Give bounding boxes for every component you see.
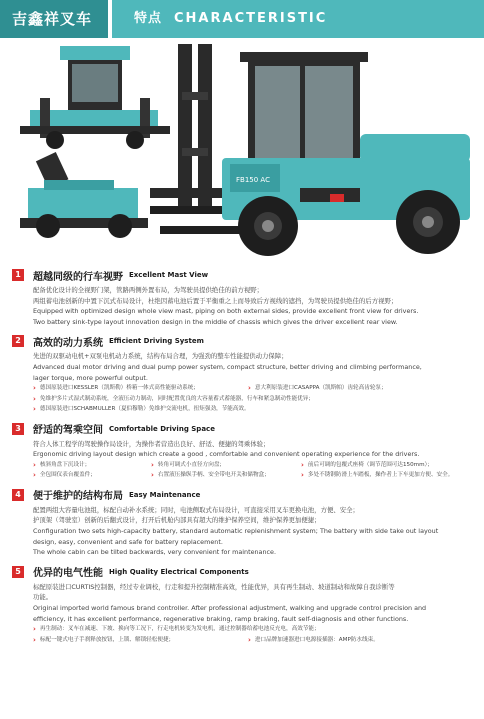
section-title-en: Efficient Driving System — [109, 337, 204, 346]
section-heading — [12, 334, 474, 348]
chevron-right-icon: › — [248, 635, 251, 644]
chevron-right-icon: › — [33, 635, 36, 644]
section-text-line: The whole cabin can be tilted backwards, very convenient for maintenance. — [33, 548, 276, 557]
section-text-line: 配置两组大容量电池组，标配自动补水系统；同时，电池侧取式布局设计，可直接采用叉车更换电池，方便、安全； — [33, 505, 359, 514]
chevron-right-icon: › — [33, 471, 36, 480]
section-text-line: 护顶架（驾驶室）创新的后翻式设计，打开后机舱内部具有超大的维护保养空间，维护保养更加便捷； — [33, 516, 321, 525]
section-text-line: Ergonomic driving layout design which create a good , comfortable and convenient operating experience for the drivers. — [33, 450, 420, 459]
title-cn: 特点 — [134, 11, 163, 26]
bullet-text: 多处不锈钢防滑上车踏板，操作者上下车更加方便、安全。 — [307, 472, 454, 479]
page-header — [0, 0, 484, 38]
bullet-list — [33, 624, 474, 645]
bullet-item — [33, 635, 248, 646]
title-en: CHARACTERISTIC — [174, 11, 328, 26]
chevron-right-icon: › — [33, 405, 36, 414]
chevron-right-icon: › — [33, 384, 36, 393]
chevron-right-icon: › — [301, 471, 304, 480]
section-body — [12, 439, 474, 481]
bullet-item — [33, 404, 474, 415]
section-text-line: 标配原装进口CURTIS控制器，经过专业调校，行走和提升控制精准高效，性能优异，具有再生制动、坡道制动和故障自我诊断等 — [33, 582, 395, 591]
chevron-right-icon: › — [33, 625, 36, 634]
section-number-badge: 1 — [12, 269, 24, 281]
bullet-item — [151, 470, 301, 481]
bullet-item — [33, 624, 474, 635]
feature-section-1 — [12, 268, 474, 327]
section-title-en: Excellent Mast View — [129, 271, 209, 279]
inset-forklift-tilted — [20, 152, 148, 238]
bullet-text: 德国原装进口SCHABMULLER（夏伯穆勒）免维护交流电机，扭矩强劲，节能高效。 — [39, 406, 250, 413]
bullet-text: 免维护多片式湿式制动系统，全液压动力制动，同时配置优良的大容量蓄式蓄能器，行车和紧急制动性能优异； — [39, 395, 314, 402]
bullet-list — [33, 383, 474, 415]
bullet-text: 进口品牌加速器进口电源接插器：AMP防水线束。 — [254, 636, 379, 643]
section-text-line: design, easy, convenient and safe for battery replacement. — [33, 537, 223, 546]
bullet-item — [248, 635, 463, 646]
forklift-photo — [0, 38, 484, 260]
section-body — [12, 505, 474, 558]
section-text-line: 符合人体工程学的驾驶操作局设计，为操作者营造出良好、舒适、便捷的驾乘体验； — [33, 439, 270, 448]
section-body — [12, 351, 474, 414]
section-title-cn: 优异的电气性能 — [33, 568, 103, 580]
section-text-line: 两组蓄电池创新的中置下沉式布局设计，杜绝因蓄电池后置于平衡重之上而导致后方视线的遮挡，为驾驶员提供绝佳的后方视野； — [33, 296, 398, 305]
section-text-line: Equipped with optimized design whole view mast, piping on both external sides, provide excellent front view for drivers. — [33, 307, 419, 316]
section-title-en: Easy Maintenance — [129, 490, 201, 499]
section-text-line: Two battery sink-type layout innovation design in the middle of chassis which gives the driver excellent rear view. — [33, 317, 398, 326]
bullet-text: 标配一键式电子手刹释放按钮，上锁、解锁轻松便捷； — [39, 636, 175, 643]
bullet-item — [33, 460, 151, 471]
brand-name: 吉鑫祥叉车 — [0, 0, 108, 38]
section-number-badge: 3 — [12, 423, 24, 435]
bullet-item — [33, 383, 248, 394]
section-title-bar — [112, 0, 484, 38]
chevron-right-icon: › — [248, 384, 251, 393]
chevron-right-icon: › — [151, 460, 154, 469]
bullet-item — [151, 460, 301, 471]
section-text-line: 功能。 — [33, 593, 53, 602]
section-text-line: Advanced dual motor driving and dual pump power system, compact structure, better driving and climbing performance, — [33, 362, 422, 371]
section-body — [12, 582, 474, 645]
section-text-line: Original imported world famous brand controller. After professional adjustment, walking and upgrade control precision and — [33, 604, 427, 612]
chevron-right-icon: › — [301, 460, 304, 469]
bullet-text: 意大利原装进口CASAPPA（凯斯帕）齿轮高齿轮泵； — [254, 385, 387, 392]
feature-sections — [12, 268, 474, 652]
section-title-cn: 舒适的驾乘空间 — [33, 425, 103, 437]
section-body — [12, 285, 474, 327]
bullet-text: 德国原装进口KESSLER（凯斯勒）桥箱一体式高性能驱动系统； — [39, 385, 199, 392]
section-text-line: Configuration two sets high-capacity battery, standard automatic replenishment system; The battery with side take out layout — [33, 527, 439, 536]
section-heading — [12, 422, 474, 436]
bullet-item — [33, 470, 151, 481]
section-text-line: lager torque, more powerful output. — [33, 373, 148, 382]
section-title-cn: 便于维护的结构布局 — [33, 491, 123, 503]
chevron-right-icon: › — [33, 460, 36, 469]
feature-section-5 — [12, 565, 474, 645]
bullet-text: 转角可调式小直径方向盘； — [157, 461, 226, 468]
section-title-en: High Quality Electrical Components — [109, 567, 249, 576]
section-number-badge: 4 — [12, 489, 24, 501]
section-text-line: efficiency, it has excellent performance, regenerative braking, ramp braking, fault self-diagnosis and other functions. — [33, 614, 409, 623]
feature-section-3 — [12, 422, 474, 481]
bullet-text: 核斜角盘下沉设计； — [39, 461, 91, 468]
section-title-cn: 超越同级的行车视野 — [33, 271, 123, 283]
bullet-text: 右置液压操纵手柄、安全带电开关和储物盒； — [157, 472, 270, 479]
section-heading — [12, 488, 474, 502]
inset-forklift-front — [20, 46, 170, 149]
section-text-line: 先进的双驱动电机+双泵电机动力系统，结构布局合理，为强劲的整车性能提供动力保障； — [33, 352, 288, 361]
section-text-line: 配备优化设计的全视野门架，管路两侧外置布局，为驾驶员提供绝佳的前方视野； — [33, 286, 264, 294]
bullet-text: 再生制动：叉车在减速、下坡、换向等工况下，行走电机转变为发电机，通过控制器给蓄电池反充电，高效节能； — [39, 626, 320, 633]
section-heading — [12, 268, 474, 282]
section-title-cn: 高效的动力系统 — [33, 337, 103, 349]
main-forklift — [150, 44, 470, 256]
section-heading — [12, 565, 474, 579]
bullet-item — [248, 383, 463, 394]
section-number-badge: 5 — [12, 566, 24, 578]
feature-section-4 — [12, 488, 474, 558]
bullet-list — [33, 460, 474, 481]
bullet-text: 前后可调的包覆式座椅（调节范围可达150mm）； — [307, 461, 433, 468]
bullet-item — [301, 460, 474, 471]
bullet-item — [301, 470, 474, 481]
section-number-badge: 2 — [12, 335, 24, 347]
section-title-en: Comfortable Driving Space — [109, 424, 215, 433]
bullet-item — [33, 394, 474, 405]
model-label: FB150 AC — [236, 176, 270, 184]
chevron-right-icon: › — [151, 471, 154, 480]
chevron-right-icon: › — [33, 394, 36, 403]
feature-section-2 — [12, 334, 474, 414]
bullet-text: 全包围仪表台覆盖件； — [39, 472, 96, 479]
